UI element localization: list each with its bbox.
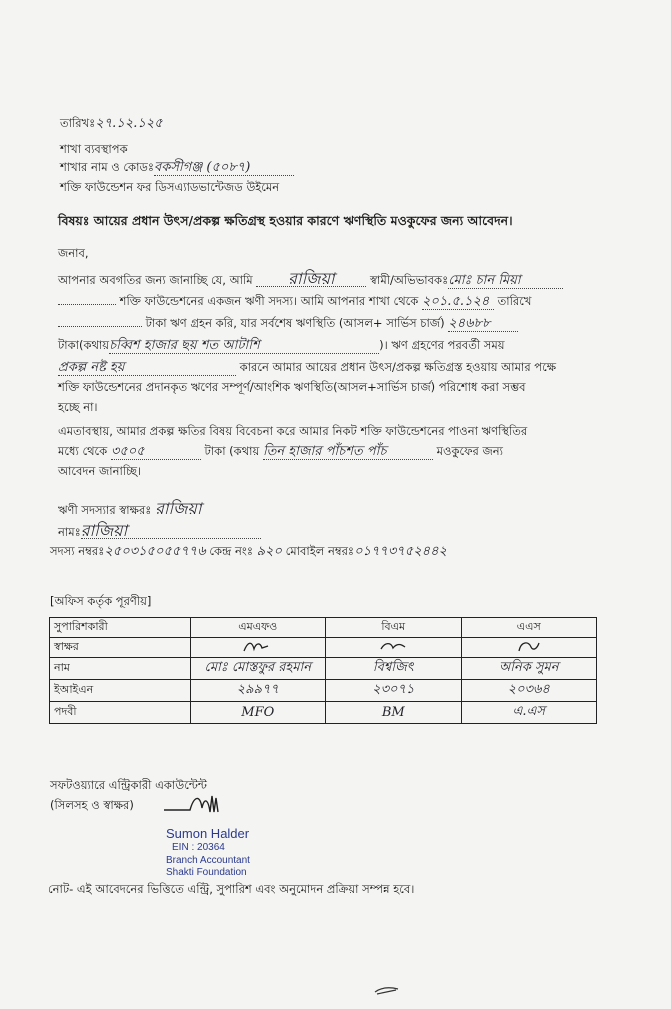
blank-dots <box>58 304 116 305</box>
para2-line3: আবেদন জানাচ্ছি। <box>58 464 142 478</box>
guardian-name-handwritten: মোঃ চান মিয়া <box>448 274 563 289</box>
applicant-signature-label: ঋণী সদস্যার স্বাক্ষরঃ <box>58 503 152 517</box>
seal-signature-label: (সিলসহ ও স্বাক্ষর) <box>50 798 134 812</box>
para1-line3 <box>58 316 518 332</box>
table-header-cell: এমএফও <box>190 618 325 638</box>
bm-signature <box>326 638 461 658</box>
accountant-signature <box>160 790 240 820</box>
branch-line <box>60 160 294 176</box>
member-info-line <box>50 544 447 559</box>
branch-label: শাখার নাম ও কোডঃ <box>60 160 155 174</box>
para2-text-b: মধ্যে থেকে <box>58 444 108 458</box>
para1-text-d: তারিখে <box>497 294 532 308</box>
member-label: সদস্য নম্বরঃ <box>50 544 105 558</box>
para2-line2 <box>58 444 503 460</box>
waive-amount-handwritten: ৩৫০৫ <box>111 445 201 460</box>
waive-words-handwritten: তিন হাজার পাঁচশত পাঁচ <box>263 445 433 460</box>
table-row <box>50 680 597 702</box>
bm-ein: ২৩০৭১ <box>326 680 461 702</box>
as-designation: এ.এস <box>461 702 597 724</box>
salutation: জনাব, <box>58 246 89 260</box>
blank-dots <box>58 326 142 327</box>
balance-words-handwritten: চব্বিশ হাজার ছয় শত আটাশি <box>109 339 379 354</box>
para2-text-d: মওকুফের জন্য <box>436 444 503 458</box>
stamp-name: Sumon Halder <box>166 826 250 841</box>
mfo-designation: MFO <box>190 702 325 724</box>
para2-text-c: টাকা (কথায় <box>204 444 260 458</box>
table-header-cell: সুপারিশকারী <box>50 618 191 638</box>
mobile-value: ০১৭৭৩৭৫২৪৪২ <box>354 544 447 559</box>
date-line <box>60 116 163 131</box>
date-label: তারিখঃ <box>60 116 96 130</box>
stamp-ein: EIN : 20364 <box>172 842 225 853</box>
para1-line6: শক্তি ফাউন্ডেশনের প্রদানকৃত ঋণের সম্পূর্ণ/আংশিক ঋণস্থিতি(আসল+সার্ভিস চার্জ) পরিশোধ করা সম্ভব <box>58 380 526 394</box>
table-header-row <box>50 618 597 638</box>
as-ein: ২০৩৬৪ <box>461 680 597 702</box>
para1-line5 <box>58 360 556 376</box>
table-header-cell: বিএম <box>326 618 461 638</box>
row-label: পদবী <box>50 702 191 724</box>
para1-line4 <box>58 338 505 354</box>
loan-date-handwritten: ২০১.৫.১২৪ <box>422 295 494 310</box>
applicant-signature: রাজিয়া <box>155 499 202 518</box>
office-table <box>49 617 597 724</box>
office-caption: [অফিস কর্তৃক পূরণীয়] <box>50 594 152 608</box>
bm-name: বিশ্বজিৎ <box>326 658 461 680</box>
center-value: ৯২০ <box>256 544 282 559</box>
manager-title: শাখা ব্যবস্থাপক <box>60 142 128 156</box>
table-row <box>50 638 597 658</box>
mfo-signature <box>190 638 325 658</box>
branch-value: বকসীগঞ্জ (৫০৮৭) <box>154 161 294 176</box>
applicant-name-line <box>58 521 261 540</box>
para1-text-h: কারনে আমার আয়ের প্রধান উৎস/প্রকল্প ক্ষতিগ্রস্ত হওয়ায় আমার পক্ষে <box>239 360 557 374</box>
stamp-title: Branch Accountant <box>166 855 250 866</box>
stray-pen-mark <box>372 984 402 996</box>
as-name: অনিক সুমন <box>461 658 597 680</box>
applicant-signature-line <box>58 499 202 518</box>
software-entry-label: সফটওয়্যারে এন্ট্রিকারী একাউন্টেন্ট <box>50 778 207 792</box>
as-signature <box>461 638 597 658</box>
balance-handwritten: ২৪৬৮৮ <box>448 317 518 332</box>
applicant-name-handwritten: রাজিয়া <box>256 272 366 287</box>
para1-line7: হচ্ছে না। <box>58 400 98 414</box>
table-row <box>50 658 597 680</box>
para1-text-g: )। ঋণ গ্রহণের পরবর্তী সময় <box>379 338 505 352</box>
org-line: শক্তি ফাউন্ডেশন ফর ডিসএ্যাডভান্টেজড উইমেন <box>60 180 280 194</box>
mobile-label: মোবাইল নম্বরঃ <box>285 544 355 558</box>
para1-line1 <box>58 269 563 289</box>
mfo-ein: ২৯৯৭৭ <box>190 680 325 702</box>
member-value: ২৫০৩১৫০৫৫৭৭৬ <box>104 544 206 559</box>
para1-text-a: আপনার অবগতির জন্য জানাচ্ছি যে, আমি <box>58 273 253 287</box>
date-value: ২৭.১২.১২৫ <box>95 116 163 131</box>
para1-text-c: শক্তি ফাউন্ডেশনের একজন ঋণী সদস্য। আমি আপনার শাখা থেকে <box>119 294 419 308</box>
bm-designation: BM <box>326 702 461 724</box>
subject-line: বিষয়ঃ আয়ের প্রধান উৎস/প্রকল্প ক্ষতিগ্রস্থ হওয়ার কারণে ঋণস্থিতি মওকুফের জন্য আবেদন। <box>58 213 513 228</box>
para2-line1: এমতাবস্থায়, আমার প্রকল্প ক্ষতির বিষয় বিবেচনা করে আমার নিকট শক্তি ফাউন্ডেশনের পাওনা ঋণস্থিতির <box>58 424 528 438</box>
stamp-org: Shakti Foundation <box>166 867 247 878</box>
row-label: ইআইএন <box>50 680 191 702</box>
para1-text-e: টাকা ঋণ গ্রহন করি, যার সর্বশেষ ঋণস্থিতি (আসল+ সার্ভিস চার্জ) <box>145 316 445 330</box>
applicant-name-value: রাজিয়া <box>81 524 261 539</box>
row-label: স্বাক্ষর <box>50 638 191 658</box>
table-header-cell: এএস <box>461 618 597 638</box>
mfo-name: মোঃ মোস্তফুর রহমান <box>190 658 325 680</box>
table-row <box>50 702 597 724</box>
para1-text-f: টাকা(কথায় <box>58 338 110 352</box>
row-label: নাম <box>50 658 191 680</box>
para1-text-b: স্বামী/অভিভাবকঃ <box>370 273 449 287</box>
para1-line2 <box>58 294 531 310</box>
footer-note: নোট- এই আবেদনের ভিত্তিতে এন্ট্রি, সুপারিশ এবং অনুমোদন প্রক্রিয়া সম্পন্ন হবে। <box>48 882 415 896</box>
center-label: কেন্দ্র নংঃ <box>209 544 253 558</box>
applicant-name-label: নামঃ <box>58 525 81 539</box>
cause-handwritten: প্রকল্প নষ্ট হয় <box>58 361 236 376</box>
